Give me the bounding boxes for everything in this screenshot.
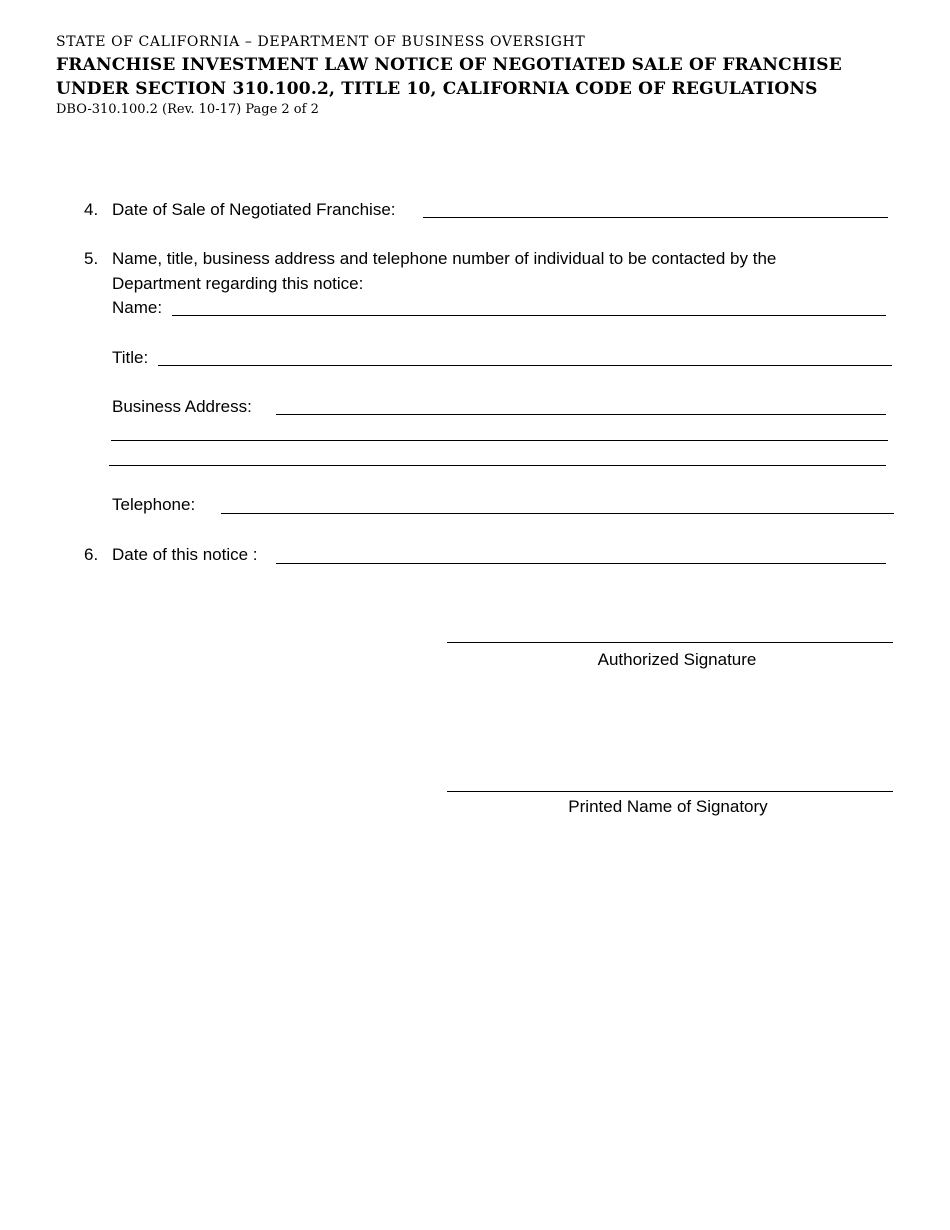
item-5-label-line2: Department regarding this notice: (112, 274, 364, 293)
telephone-label: Telephone: (112, 495, 196, 514)
printed-name-line (447, 791, 893, 792)
address-field-1[interactable] (276, 393, 886, 415)
address-field-2[interactable] (111, 419, 888, 441)
title-label: Title: (112, 348, 149, 367)
printed-name-label: Printed Name of Signatory (568, 797, 768, 816)
form-identifier: DBO-310.100.2 (Rev. 10-17) Page 2 of 2 (56, 102, 319, 117)
authorized-signature-field[interactable] (447, 610, 893, 642)
item-5-label-line1: Name, title, business address and telephone number of individual to be contacted by the (112, 249, 777, 268)
agency-heading: STATE OF CALIFORNIA – DEPARTMENT OF BUSINESS OVERSIGHT (56, 34, 586, 50)
form-title-line1: FRANCHISE INVESTMENT LAW NOTICE OF NEGOTIATED SALE OF FRANCHISE (56, 55, 842, 75)
name-label: Name: (112, 298, 163, 317)
business-address-label: Business Address: (112, 397, 252, 416)
address-field-3[interactable] (109, 444, 886, 466)
form-title-line2: UNDER SECTION 310.100.2, TITLE 10, CALIFORNIA CODE OF REGULATIONS (56, 79, 818, 99)
title-field[interactable] (158, 344, 892, 366)
item-4-label: Date of Sale of Negotiated Franchise: (112, 200, 396, 219)
item-5-number: 5. (84, 249, 99, 268)
authorized-signature-label: Authorized Signature (597, 650, 757, 669)
item-6-label: Date of this notice : (112, 545, 258, 564)
item-6-number: 6. (84, 545, 99, 564)
authorized-signature-line (447, 642, 893, 643)
name-field[interactable] (172, 294, 886, 316)
sale-date-field[interactable] (423, 196, 888, 218)
notice-date-field[interactable] (276, 542, 886, 564)
printed-name-field[interactable] (447, 759, 893, 791)
telephone-field[interactable] (221, 492, 894, 514)
item-4-number: 4. (84, 200, 99, 219)
